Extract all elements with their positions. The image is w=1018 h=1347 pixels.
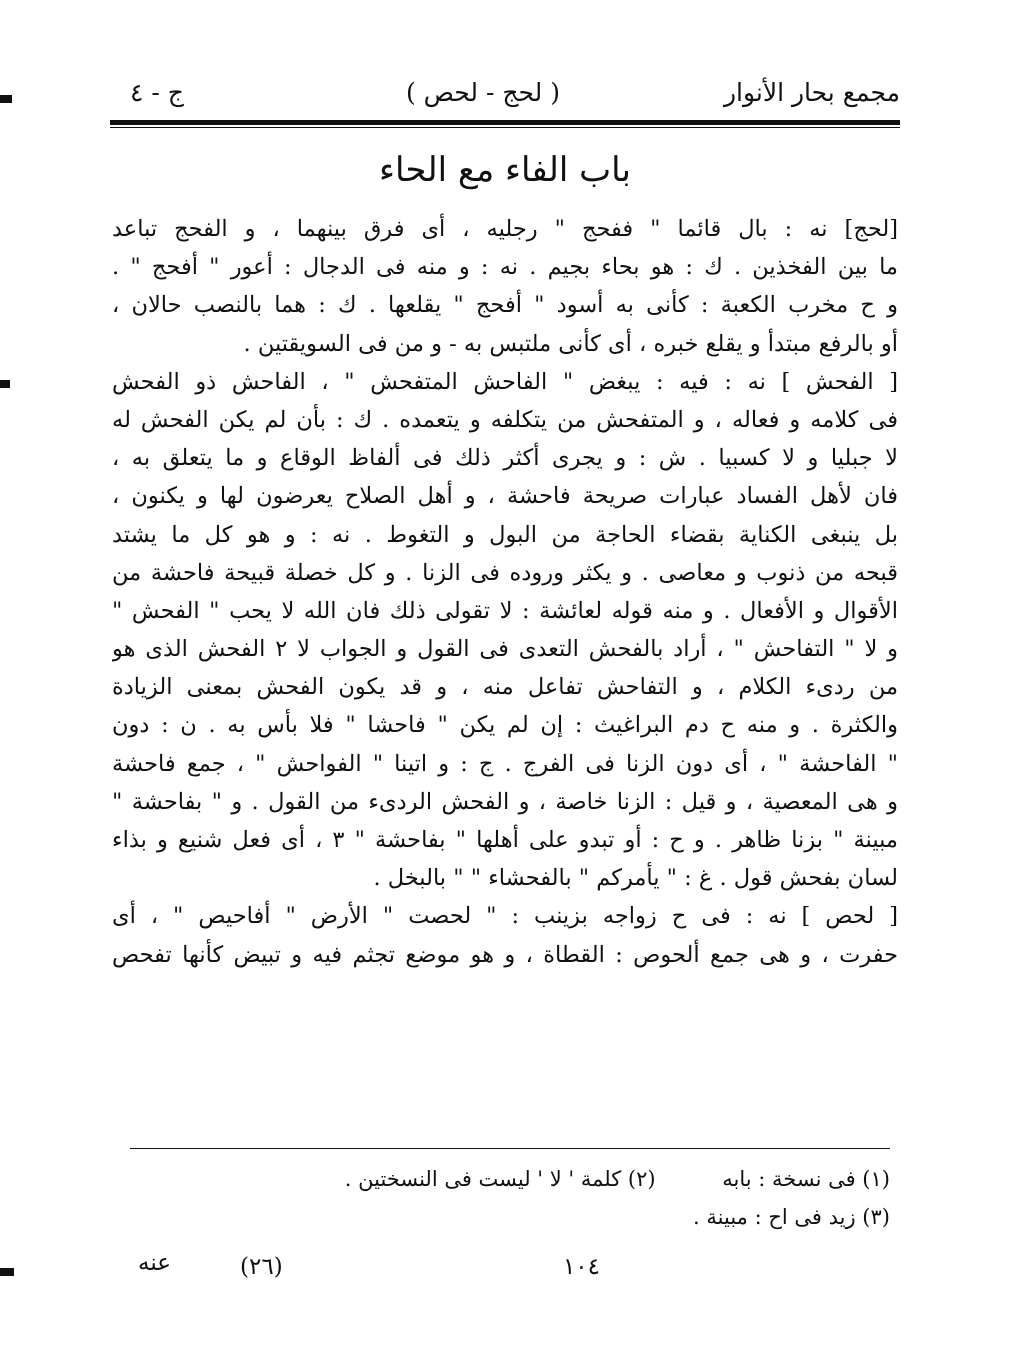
footnote-1: (١) فى نسخة : بابه (722, 1167, 890, 1191)
text-line: ما بين الفخذين . ك : هو بحاء بجيم . نه : و منه فى الدجال : أعور " أفحج " . (112, 254, 898, 281)
running-header (110, 72, 900, 112)
text-line: الأقوال و الأفعال . و منه قوله لعائشة : لا تقولى ذلك فان الله لا يحب " الفحش " (112, 597, 898, 624)
scan-mark (0, 1268, 14, 1276)
text-line: مبينة " بزنا ظاهر . و ح : أو تبدو على أهلها " بفاحشة " ٣ ، أى فعل شنيع و بذاء (112, 827, 898, 853)
page-number: ١٠٤ (562, 1254, 600, 1280)
catchword: عنه (138, 1250, 171, 1276)
text-line: لسان بفحش قول . غ : " يأمركم " بالفحشاء " " بالبخل . (373, 865, 898, 892)
header-rule (110, 120, 900, 125)
text-line: [ لحص ] نه : فى ح زواجه بزينب : " لحصت " الأرض " أفاحيص " ، أى (112, 903, 898, 930)
text-line: [لحج] نه : بال قائما " ففحج " رجليه ، أى فرق بينهما ، و الفحج تباعد (112, 216, 898, 242)
text-line: قبحه من ذنوب و معاصى . و يكثر وروده فى الزنا . و كل خصلة قبيحة فاحشة من (112, 559, 898, 586)
body-text (112, 210, 898, 1130)
text-line: [ الفحش ] نه : فيه : يبغض " الفاحش المتفحش " ، الفاحش ذو الفحش (112, 368, 898, 395)
volume-number: ج - ٤ (130, 78, 184, 107)
text-line: أو بالرفع مبتدأ و يقلع خبره ، أى كأنى ملتبس به - و من فى السويقتين . (243, 330, 898, 357)
text-line: فى كلامه و فعاله ، و المتفحش من يتكلفه و يتعمده . ك : بأن لم يكن الفحش له (112, 406, 898, 433)
text-line: بل ينبغى الكناية بقضاء الحاجة من البول و التغوط . نه : و هو كل ما يشتد (112, 521, 898, 548)
text-line: فان لأهل الفساد عبارات صريحة فاحشة ، و أهل الصلاح يعرضون لها و يكنون ، (112, 483, 898, 510)
text-line: لا جبليا و لا كسبيا . ش : و يجرى أكثر ذلك فى ألفاظ الوقاع و ما يتعلق به ، (112, 445, 898, 472)
scan-mark (0, 95, 12, 103)
page-footer (110, 1248, 900, 1288)
footnote-row (150, 1160, 890, 1198)
text-line: من ردىء الكلام ، و التفاحش تفاعل منه ، و قد يكون الفحش بمعنى الزيادة (112, 674, 898, 701)
text-line: و لا " التفاحش " ، أراد بالفحش التعدى فى القول و الجواب لا ٢ الفحش الذى هو (112, 636, 898, 663)
signature-number: (٢٦) (240, 1254, 283, 1280)
section-range: ( لحج - لحص ) (405, 78, 560, 107)
text-line: " الفاحشة " ، أى دون الزنا فى الفرج . ج : و اتينا " الفواحش " ، جمع فاحشة (112, 750, 898, 777)
text-line: و هى المعصية ، و قيل : الزنا خاصة ، و الفحش الردىء من القول . و " بفاحشة " (112, 788, 898, 815)
chapter-title: باب الفاء مع الحاء (378, 150, 631, 190)
text-line: والكثرة . و منه ح دم البراغيث : إن لم يكن " فاحشا " فلا بأس به . ن : دون (112, 712, 898, 739)
footnote-3: (٣) زيد فى اح : مبينة . (693, 1205, 890, 1229)
footnotes (150, 1160, 890, 1236)
text-line: و ح مخرب الكعبة : كأنى به أسود " أفحج " يقلعها . ك : هما بالنصب حالان ، (112, 292, 898, 319)
work-title: مجمع بحار الأنوار (723, 78, 900, 107)
text-line: حفرت ، و هى جمع ألحوص : القطاة ، و هو موضع تجثم فيه و تبيض كأنها تفحص (112, 941, 898, 968)
footnote-row (150, 1198, 890, 1236)
footnote-rule (130, 1148, 890, 1149)
scan-mark (0, 380, 10, 388)
footnote-2: (٢) كلمة ' لا ' ليست فى النسختين . (344, 1167, 656, 1191)
